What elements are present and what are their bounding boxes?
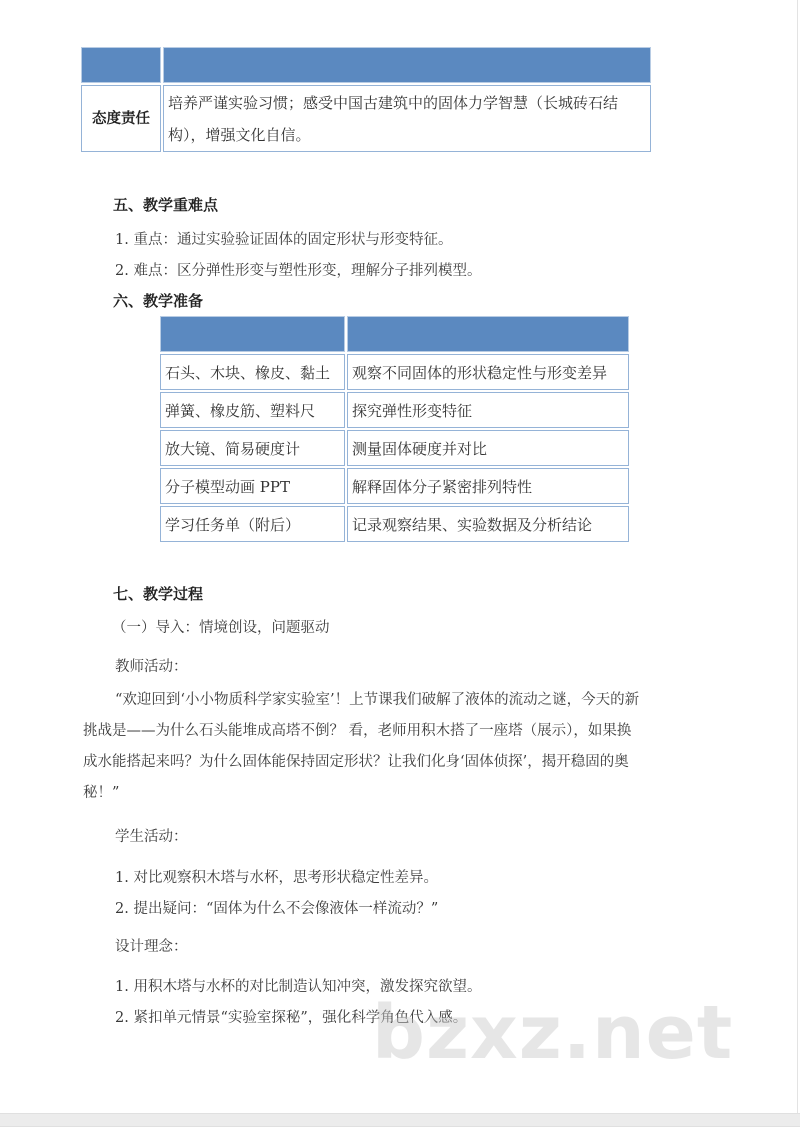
student-item-2: 2. 提出疑问：“固体为什么不会像液体一样流动？” — [115, 901, 439, 917]
purpose-cell: 记录观察结果、实验数据及分析结论 — [347, 506, 629, 542]
goals-row-label: 态度责任 — [81, 85, 161, 152]
design-item-1: 1. 用积木塔与水杯的对比制造认知冲突，激发探究欲望。 — [115, 979, 482, 995]
materials-cell: 放大镜、简易硬度计 — [160, 430, 345, 466]
goals-table-header — [81, 47, 651, 83]
purpose-cell: 观察不同固体的形状稳定性与形变差异 — [347, 354, 629, 390]
section5-item-2: 2. 难点：区分弹性形变与塑性形变，理解分子排列模型。 — [115, 263, 482, 279]
table-row — [160, 354, 629, 390]
materials-table-header — [160, 316, 629, 352]
section6-title: 六、教学准备 — [113, 292, 204, 310]
goals-header-cell-2 — [163, 47, 651, 83]
materials-cell: 石头、木块、橡皮、黏土 — [160, 354, 345, 390]
purpose-cell: 探究弹性形变特征 — [347, 392, 629, 428]
student-item-1: 1. 对比观察积木塔与水杯，思考形状稳定性差异。 — [115, 870, 438, 886]
section5-title: 五、教学重难点 — [113, 196, 219, 214]
watermark: bzxz.net — [372, 990, 734, 1076]
table-row — [81, 85, 651, 152]
materials-cell: 分子模型动画 PPT — [160, 468, 345, 504]
table-row — [160, 392, 629, 428]
materials-table — [158, 314, 631, 544]
table-row — [160, 468, 629, 504]
purpose-cell: 解释固体分子紧密排列特性 — [347, 468, 629, 504]
design-concept-label: 设计理念： — [115, 939, 188, 955]
design-item-2: 2. 紧扣单元情景“实验室探秘”，强化科学角色代入感。 — [115, 1010, 468, 1026]
teacher-quote: “欢迎回到‘小小物质科学家实验室’！上节课我们破解了液体的流动之谜，今天的新挑战是——为什么石头能堆成高塔不倒？ 看，老师用积木搭了一座塔（展示），如果换成水能搭起来吗？为什么固体能保持固定形状？让我们化身‘固体侦探’，揭开稳固的奥秘！” — [83, 692, 640, 801]
purpose-cell: 测量固体硬度并对比 — [347, 430, 629, 466]
teacher-activity-label: 教师活动： — [115, 659, 188, 675]
materials-header-cell-1 — [160, 316, 345, 352]
table-row — [160, 506, 629, 542]
goals-row-text: 培养严谨实验习惯；感受中国古建筑中的固体力学智慧（长城砖石结构），增强文化自信。 — [163, 85, 651, 152]
page-separator — [0, 1113, 800, 1127]
materials-cell: 学习任务单（附后） — [160, 506, 345, 542]
goals-header-cell-1 — [81, 47, 161, 83]
table-row — [160, 430, 629, 466]
materials-header-cell-2 — [347, 316, 629, 352]
section7-subtitle: （一）导入：情境创设，问题驱动 — [112, 620, 330, 636]
section5-item-1: 1. 重点：通过实验验证固体的固定形状与形变特征。 — [115, 232, 453, 248]
goals-table — [79, 45, 653, 154]
student-activity-label: 学生活动： — [115, 829, 188, 845]
section7-title: 七、教学过程 — [113, 585, 204, 603]
materials-cell: 弹簧、橡皮筋、塑料尺 — [160, 392, 345, 428]
